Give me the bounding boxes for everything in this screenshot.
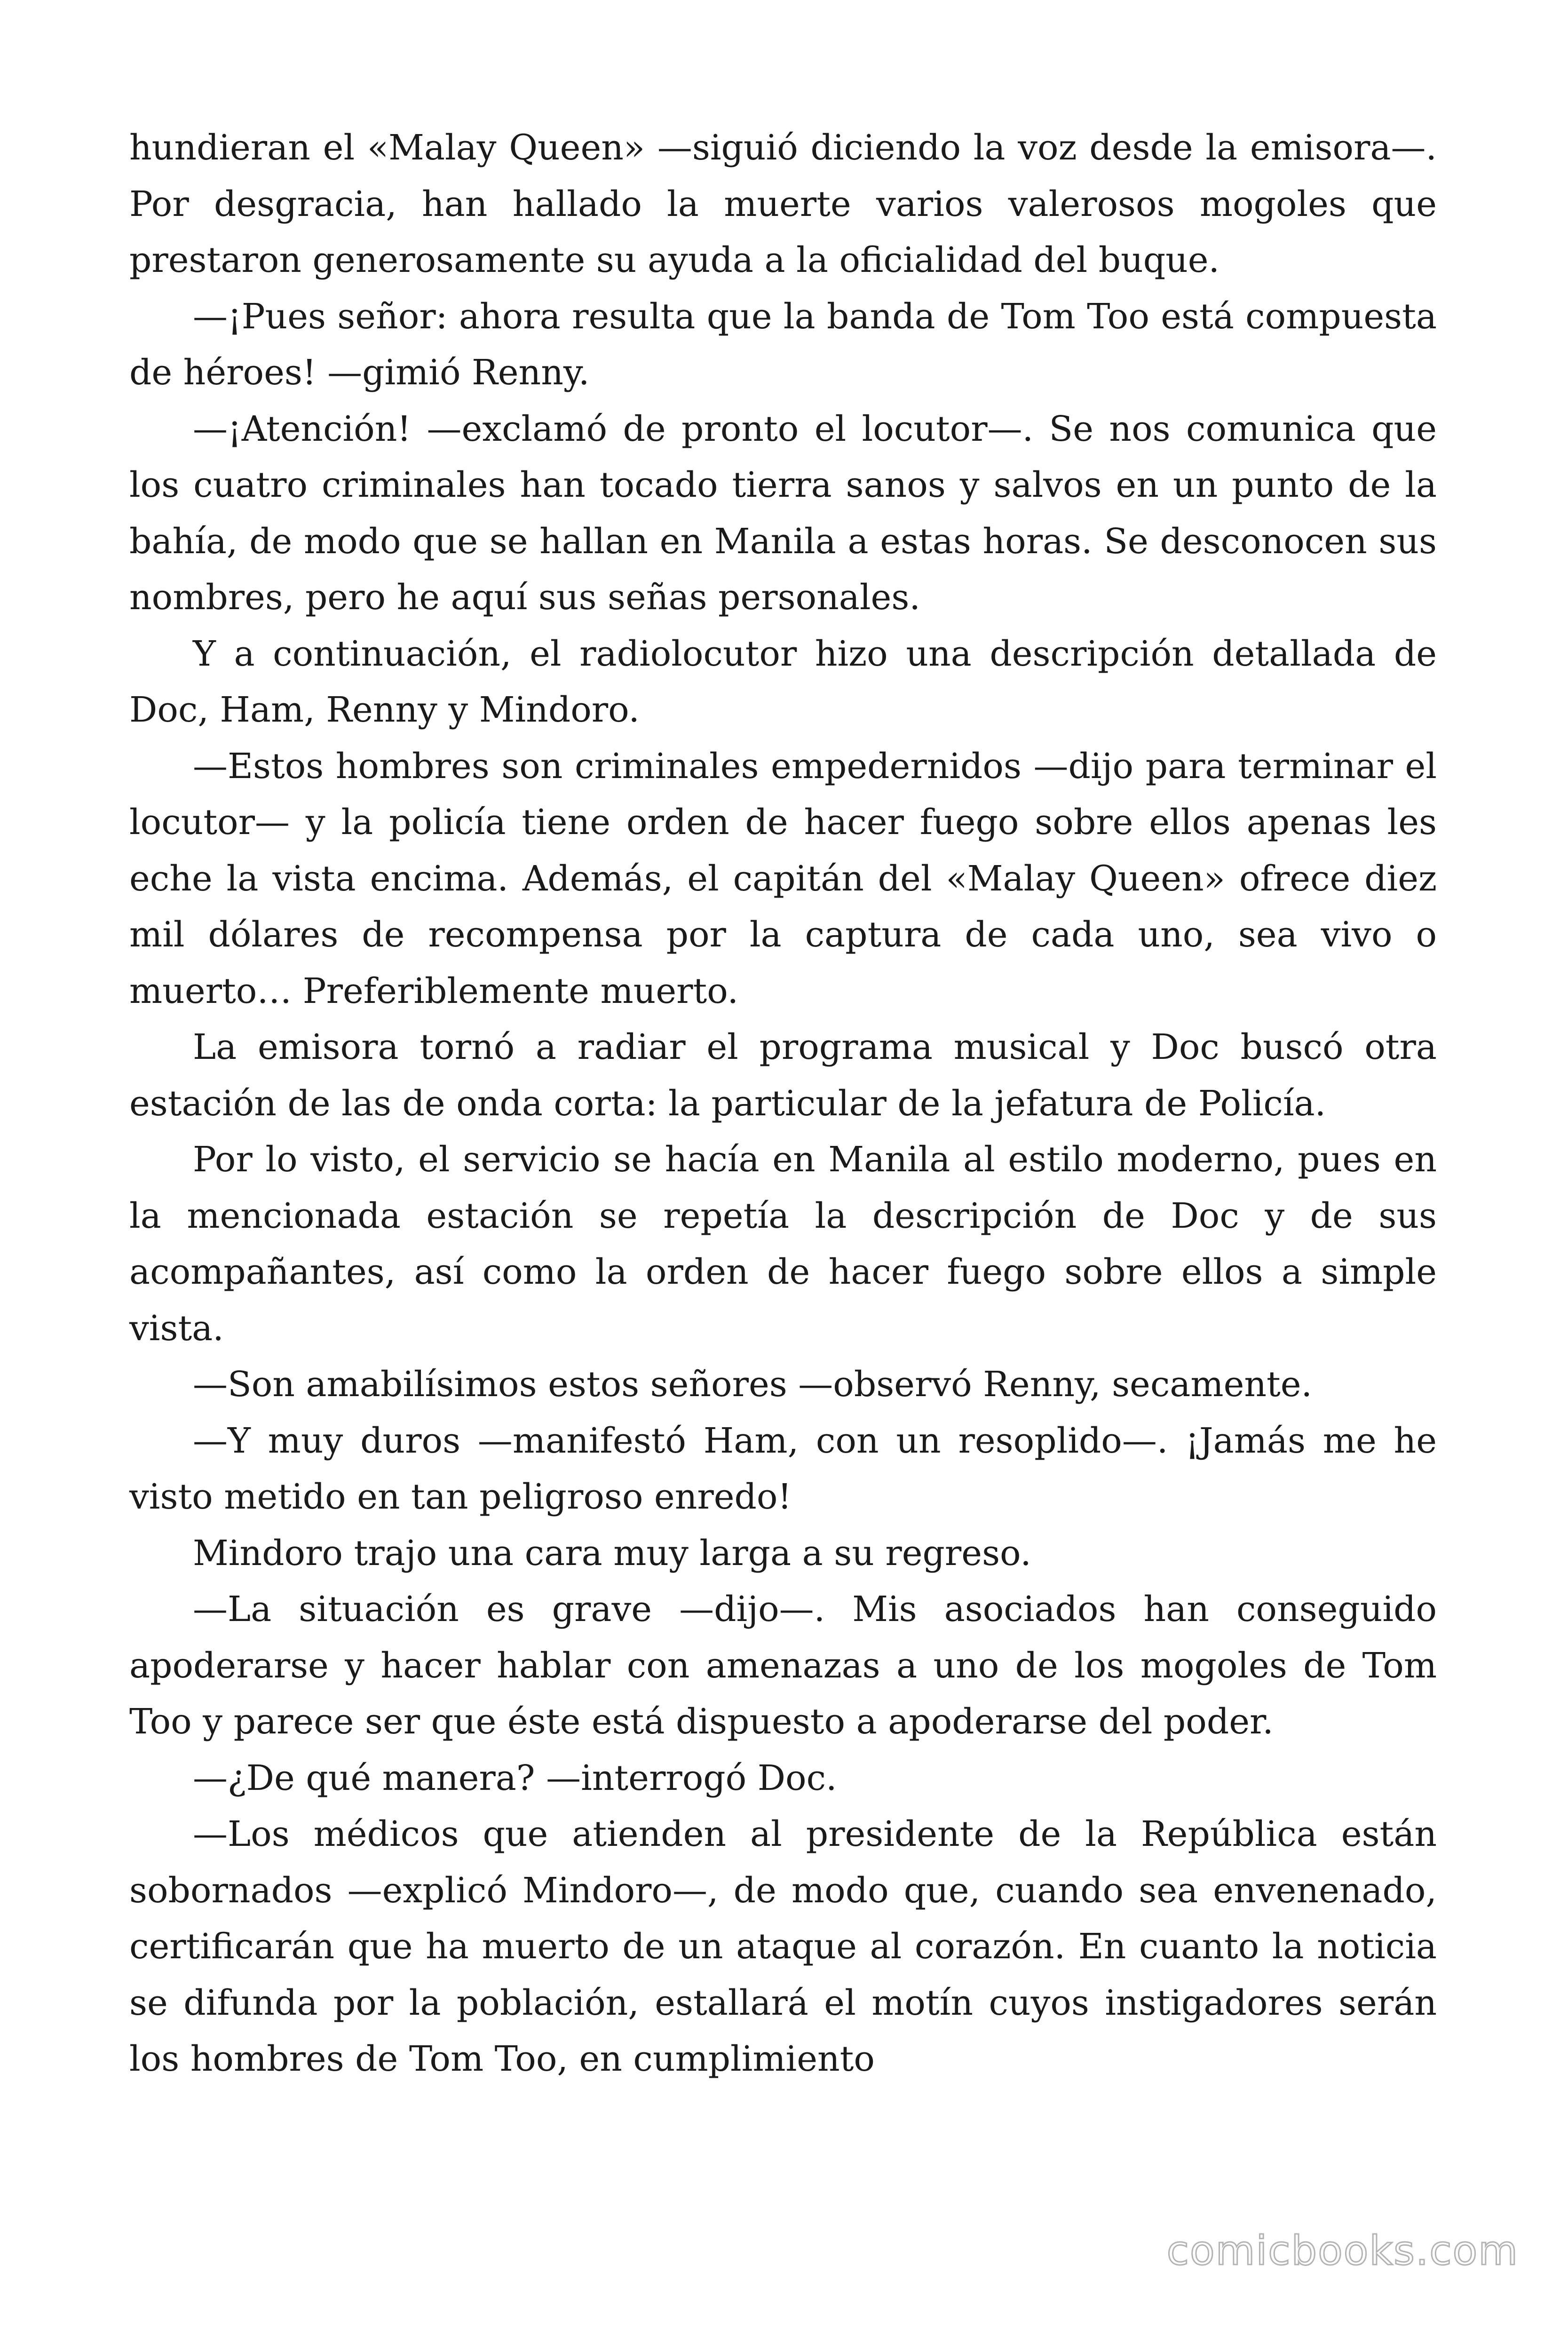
paragraph: Por lo visto, el servicio se hacía en Manila al estilo moderno, pues en la mencionada estación se repetía la descripción de Doc y de sus acompañantes, así como la orden de hacer fuego sobre ellos a simple vista. bbox=[129, 1139, 1437, 1349]
paragraph: —¡Pues señor: ahora resulta que la banda de Tom Too está compuesta de héroes! —gimió Renny. bbox=[129, 296, 1437, 393]
paragraph: —¡Atención! —exclamó de pronto el locutor—. Se nos comunica que los cuatro criminales han tocado tierra sanos y salvos en un punto de la bahía, de modo que se hallan en Manila a estas horas. Se desconocen sus nombres, pero he aquí sus señas personales. bbox=[129, 408, 1437, 618]
paragraph: —Estos hombres son criminales empedernidos —dijo para terminar el locutor— y la policía tiene orden de hacer fuego sobre ellos apenas les eche la vista encima. Además, el capitán del «Malay Queen» ofrece diez mil dólares de recompensa por la captura de cada uno, sea vivo o muerto… Preferiblemente muerto. bbox=[129, 746, 1437, 1011]
paragraph: Mindoro trajo una cara muy larga a su regreso. bbox=[193, 1533, 1031, 1573]
paragraph-continuation: hundieran el «Malay Queen» —siguió diciendo la voz desde la emisora—. Por desgracia, han hallado la muerte varios valerosos mogoles que prestaron generosamente su ayuda a la oficialidad del buque. bbox=[129, 127, 1437, 280]
paragraph: Y a continuación, el radiolocutor hizo una descripción detallada de Doc, Ham, Renny y Mindoro. bbox=[129, 633, 1437, 730]
paragraph: —Son amabilísimos estos señores —observó Renny, secamente. bbox=[193, 1364, 1313, 1405]
paragraph: La emisora tornó a radiar el programa musical y Doc buscó otra estación de las de onda corta: la particular de la jefatura de Policía. bbox=[129, 1027, 1437, 1124]
paragraph: —La situación es grave —dijo—. Mis asociados han conseguido apoderarse y hacer hablar con amenazas a uno de los mogoles de Tom Too y parece ser que éste está dispuesto a apoderarse del poder. bbox=[129, 1589, 1437, 1742]
paragraph: —¿De qué manera? —interrogó Doc. bbox=[193, 1757, 837, 1798]
paragraph: —Los médicos que atienden al presidente de la República están sobornados —explicó Mindoro—, de modo que, cuando sea envenenado, certificarán que ha muerto de un ataque al corazón. En cuanto la noticia se difunda por la población, estallará el motín cuyos instigadores serán los hombres de Tom Too, en cumplimiento bbox=[129, 1814, 1437, 2079]
watermark-text: comicbooks.com bbox=[1166, 2227, 1519, 2274]
body-text bbox=[129, 120, 1437, 2088]
paragraph: —Y muy duros —manifestó Ham, con un resoplido—. ¡Jamás me he visto metido en tan peligroso enredo! bbox=[129, 1420, 1437, 1517]
